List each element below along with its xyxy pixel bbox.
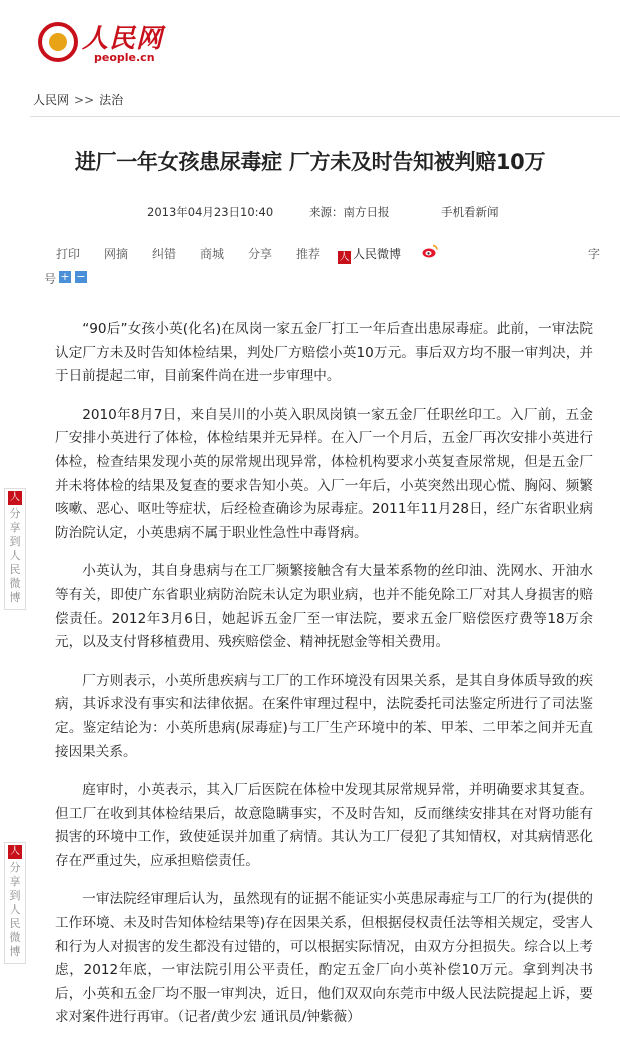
article-paragraph: 厂方则表示，小英所患疾病与工厂的工作环境没有因果关系，是其自身体质导致的疾病，其诉求没有事实和法律依据。在案件审理过程中，法院委托司法鉴定所进行了司法鉴定。鉴定结论为：小英所患病(尿毒症)与工厂生产环境中的苯、甲苯、二甲苯之间并无直接因果关系。 [55,672,593,760]
article-title: 进厂一年女孩患尿毒症 厂方未及时告知被判赔10万 [74,150,546,174]
article-datetime: 2013年04月23日10:40 [147,205,274,219]
correct-button[interactable]: 纠错 [152,247,177,261]
people-weibo-icon: 人 [339,252,350,263]
breadcrumb-separator: >> [74,93,95,107]
article-paragraph: “90后”女孩小英(化名)在凤岗一家五金厂打工一年后查出患尿毒症。此前，一审法院认定厂方未及时告知体检结果，判处厂方赔偿小英10万元。事后双方均不服一审判决，并于日前提起二审，目前案件尚在进一步审理中。 [55,321,593,385]
article-paragraph: 小英认为，其自身患病与在工厂频繁接触含有大量苯系物的丝印油、洗网水、开油水等有关，即使广东省职业病防治院未认定为职业病，也并不能免除工厂对其人身损害的赔偿责任。2012年3月6日，她起诉五金厂至一审法院，要求五金厂赔偿医疗费等18万余元，以及支付肾移植费用、残疾赔偿金、精神抚慰金等相关费用。 [55,563,593,651]
logo-text-cn: 人民网 [82,24,164,54]
article-paragraph: 2010年8月7日，来自吴川的小英入职凤岗镇一家五金厂任职丝印工。入厂前，五金厂安排小英进行了体检，体检结果并无异样。在入厂一个月后，五金厂再次安排小英进行体检，检查结果发现小英的尿常规出现异常，体检机构要求小英复查尿常规，但是五金厂并未将体检的结果及复查的要求告知小英。入厂一年后，小英突然出现心慌、胸闷、频繁咳嗽、恶心、呕吐等症状，后经检查确诊为尿毒症。2011年11月28日，经广东省职业病防治院认定，小英患病不属于职业性急性中毒肾病。 [55,406,593,541]
article-paragraph: 一审法院经审理后认为，虽然现有的证据不能证实小英患尿毒症与工厂的行为(提供的工作环境、未及时告知体检结果等)存在因果关系，但根据侵权责任法等相关规定，受害人和行为人对损害的发生都没有过错的，可以根据实际情况，由双方分担损失。综合以上考虑，2012年底，一审法院引用公平责任，酌定五金厂向小英补偿10万元。拿到判决书后，小英和五金厂均不服一审判决，近日，他们双双向东莞市中级人民法院提起上诉，要求对案件进行再审。（记者/黄少宏 通讯员/钟紫薇） [55,891,593,1026]
breadcrumb-section-link[interactable]: 法治 [99,93,124,107]
font-decrease-button[interactable]: − [76,270,86,283]
mall-button[interactable]: 商城 [200,247,225,261]
excerpt-button[interactable]: 网摘 [104,247,129,261]
people-weibo-icon: 人 [10,846,20,857]
font-size-label-part1: 字 [588,247,601,261]
breadcrumb [33,91,123,108]
side-share-weibo-button[interactable] [4,488,26,610]
logo-emblem-icon [38,22,78,62]
side-share-label: 分享到人民微博 [9,507,21,604]
people-weibo-icon: 人 [10,492,20,503]
site-logo[interactable] [38,18,178,68]
breadcrumb-home-link[interactable]: 人民网 [33,93,70,107]
people-weibo-label: 人民微博 [353,247,402,261]
font-increase-button[interactable]: + [60,270,70,283]
logo-text-en: people.cn [94,51,155,64]
article-paragraph: 庭审时，小英表示，其入厂后医院在体检中发现其尿常规异常，并明确要求其复查。但工厂在收到其体检结果后，故意隐瞒事实，不及时告知，反而继续安排其在对肾功能有损害的环境中工作，致使延误并加重了病情。其认为工厂侵犯了其知情权，对其病情恶化存在严重过失，应承担赔偿责任。 [55,782,593,869]
recommend-button[interactable]: 推荐 [296,247,321,261]
article-body [55,318,593,1045]
side-share-weibo-button[interactable] [4,842,26,964]
header-divider [30,116,620,117]
font-size-label-part2: 号 [44,272,57,286]
people-weibo-button[interactable] [338,245,401,264]
side-share-label: 分享到人民微博 [9,861,21,958]
sina-weibo-icon[interactable] [422,244,438,258]
share-button[interactable]: 分享 [248,247,273,261]
article-source: 来源：南方日报 [309,205,390,219]
print-button[interactable]: 打印 [56,247,81,261]
mobile-news-link[interactable]: 手机看新闻 [441,205,499,219]
